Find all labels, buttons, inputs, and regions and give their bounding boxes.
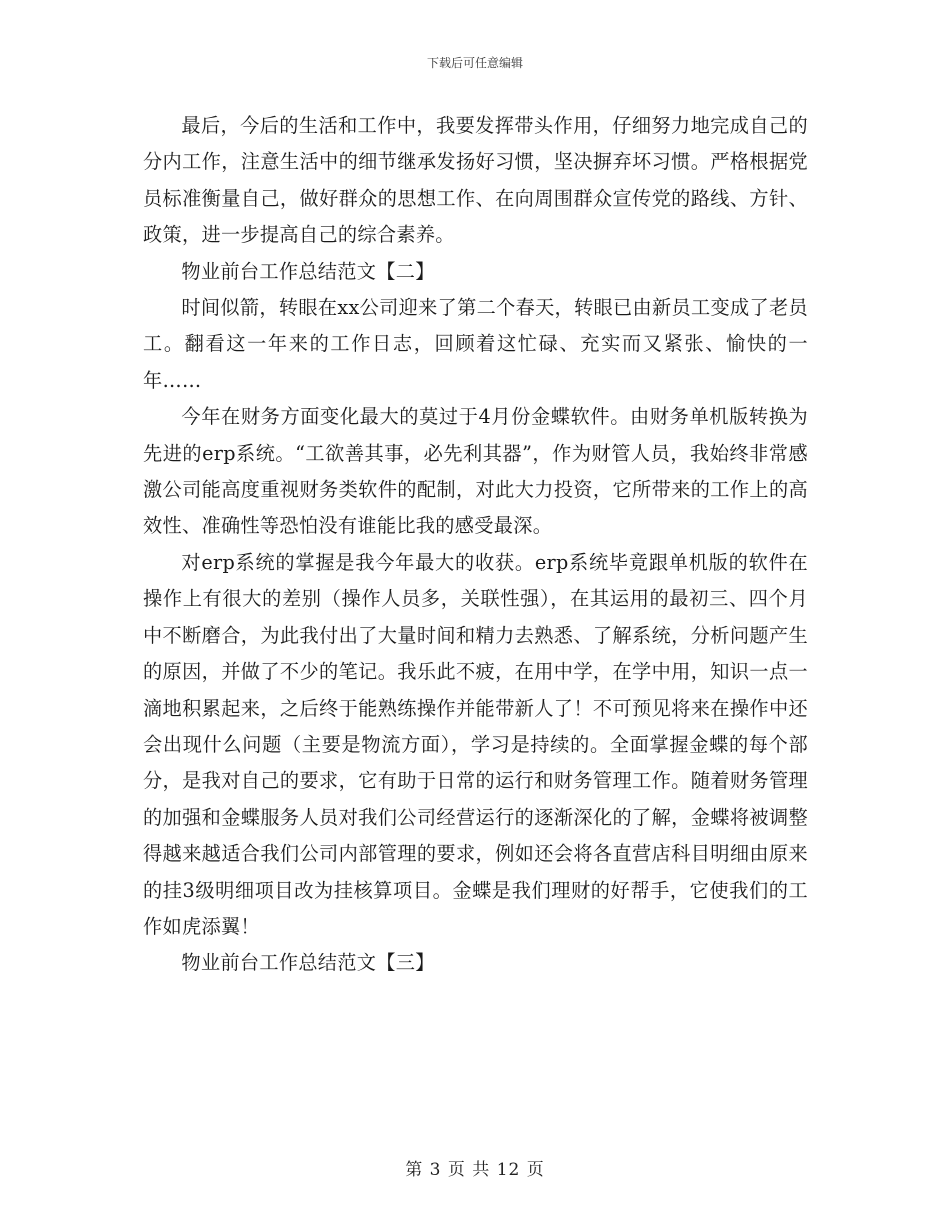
paragraph-erp-system: 对erp系统的掌握是我今年最大的收获。erp系统毕竟跟单机版的软件在操作上有很大的差别（操作人员多，关联性强），在其运用的最初三、四个月中不断磨合，为此我付出了大量时间和精力去熟悉、了解系统，分析问题产生的原因，并做了不少的笔记。我乐此不疲，在用中学，在学中用，知识一点一滴地积累起来，之后终于能熟练操作并能带新人了！不可预见将来在操作中还会出现什么问题（主要是物流方面），学习是持续的。全面掌握金蝶的每个部分，是我对自己的要求，它有助于日常的运行和财务管理工作。随着财务管理的加强和金蝶服务人员对我们公司经营运行的逐渐深化的了解，金蝶将被调整得越来越适合我们公司内部管理的要求，例如还会将各直营店科目明细由原来的挂3级明细项目改为挂核算项目。金蝶是我们理财的好帮手，它使我们的工作如虎添翼！ (143, 550, 808, 938)
paragraph-conclusion: 最后，今后的生活和工作中，我要发挥带头作用，仔细努力地完成自己的分内工作，注意生活中的细节继承发扬好习惯，坚决摒弃坏习惯。严格根据党员标准衡量自己，做好群众的思想工作、在向周围群众宣传党的路线、方针、政策，进一步提高自己的综合素养。 (143, 114, 808, 247)
paragraph-finance-change: 今年在财务方面变化最大的莫过于4月份金蝶软件。由财务单机版转换为先进的erp系统。“工欲善其事，必先利其器”，作为财管人员，我始终非常感激公司能高度重视财务类软件的配制，对此大力投资，它所带来的工作上的高效性、准确性等恐怕没有谁能比我的感受最深。 (143, 405, 808, 538)
header-note: 下载后可任意编辑 (426, 56, 523, 70)
section-heading-3: 物业前台工作总结范文【三】 (181, 951, 435, 975)
paragraph-intro: 时间似箭，转眼在xx公司迎来了第二个春天，转眼已由新员工变成了老员工。翻看这一年来的工作日志，回顾着这忙碌、充实而又紧张、愉快的一年…… (143, 296, 808, 392)
section-heading-2: 物业前台工作总结范文【二】 (181, 259, 435, 283)
page-number-footer: 第 3 页 共 12 页 (405, 1160, 545, 1180)
document-body (143, 108, 808, 982)
